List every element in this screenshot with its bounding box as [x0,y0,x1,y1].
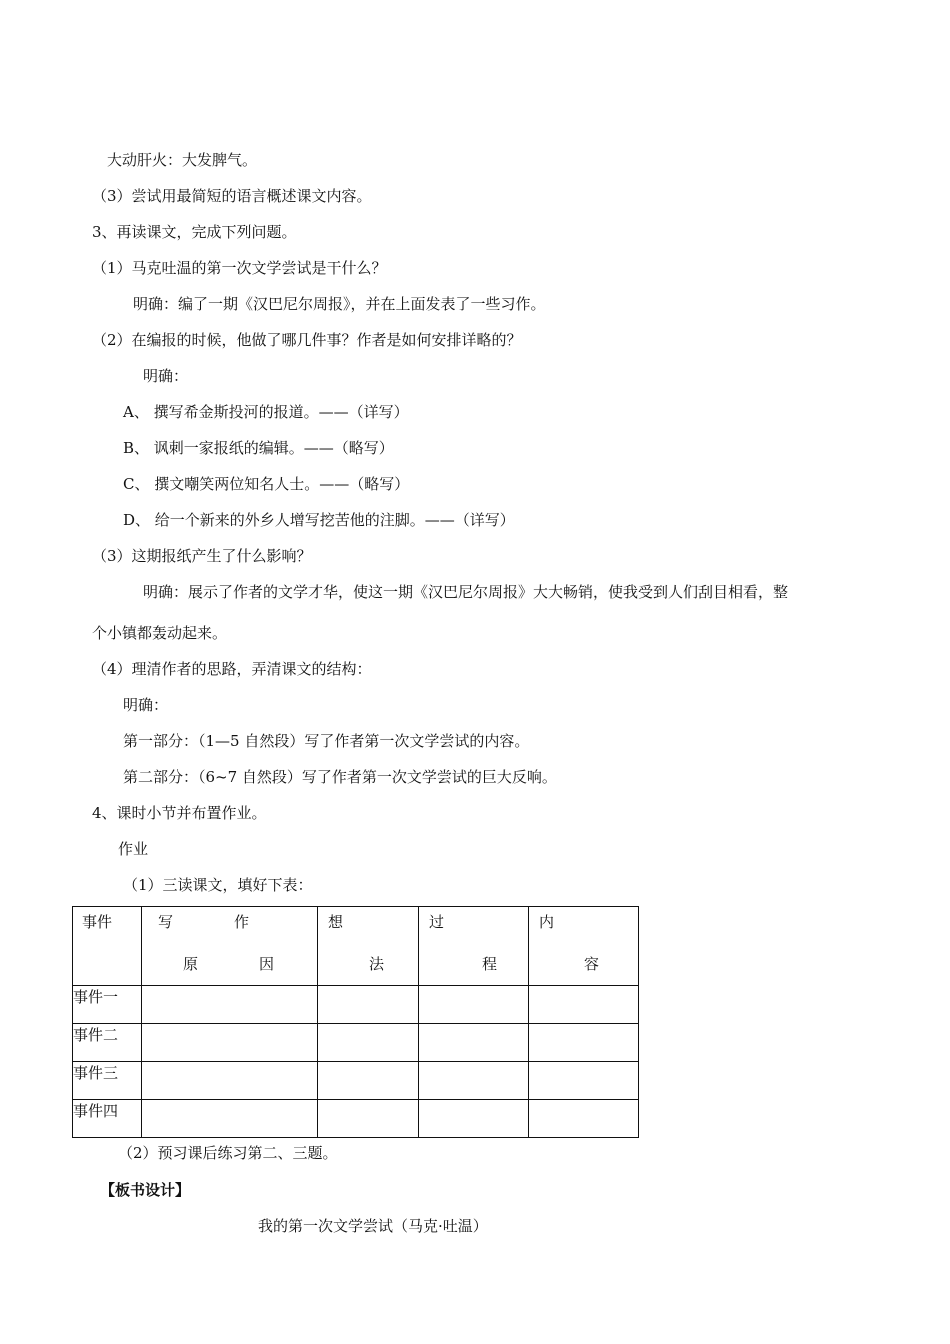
table-cell [529,1062,639,1100]
text-line: 个小镇都轰动起来。 [92,624,228,642]
text-line: （3）尝试用最简短的语言概述课文内容。 [92,187,372,205]
header-text: 因 [259,955,275,973]
table-header-cell [419,907,529,986]
table-cell [419,1062,529,1100]
text-line: 作业 [118,840,149,858]
table-cell [142,1100,318,1138]
table-cell [318,1062,419,1100]
header-text: 法 [369,955,385,973]
table-cell [529,1100,639,1138]
table-cell [419,1100,529,1138]
table-cell [419,1024,529,1062]
text-line: 第一部分：（1—5 自然段）写了作者第一次文学尝试的内容。 [123,732,530,750]
table-header-row [73,907,639,986]
text-line: 明确：编了一期《汉巴尼尔周报》，并在上面发表了一些习作。 [133,295,546,313]
table-header-cell [529,907,639,986]
header-text: 原 [183,955,199,973]
text-line: 明确：展示了作者的文学才华，使这一期《汉巴尼尔周报》大大畅销，使我受到人们刮目相看，整 [143,583,789,601]
row-label: 事件四 [73,1100,142,1138]
table-cell [419,986,529,1024]
text-line: D、 给一个新来的外乡人增写挖苦他的注脚。——（详写） [123,511,515,529]
section-heading: 【板书设计】 [100,1181,191,1199]
text-line: （4）理清作者的思路，弄清课文的结构： [92,660,372,678]
text-line: （2）在编报的时候，他做了哪几件事？作者是如何安排详略的？ [92,331,522,349]
text-line: C、 撰文嘲笑两位知名人士。——（略写） [123,475,410,493]
table-header-cell [73,907,142,986]
assignment-table [72,906,639,1138]
text-line: （1）三读课文，填好下表： [123,876,313,894]
text-line: 明确： [143,367,189,385]
table-row [73,986,639,1024]
text-line: （1）马克吐温的第一次文学尝试是干什么？ [92,259,387,277]
text-line: 3、再读课文，完成下列问题。 [92,223,297,241]
text-line: B、 讽刺一家报纸的编辑。——（略写） [123,439,394,457]
table-cell [529,986,639,1024]
text-line: 第二部分：（6~7 自然段）写了作者第一次文学尝试的巨大反响。 [123,768,557,786]
header-text: 内 [539,913,555,931]
table-cell [318,1024,419,1062]
table-header-cell [142,907,318,986]
table-row [73,1062,639,1100]
text-line: A、 撰写希金斯投河的报道。——（详写） [123,403,409,421]
header-text: 事件 [82,913,113,931]
row-label: 事件三 [73,1062,142,1100]
table-cell [529,1024,639,1062]
text-line: （2）预习课后练习第二、三题。 [118,1144,338,1162]
text-line: 明确： [123,696,169,714]
header-text: 写 [158,913,174,931]
table-cell [318,1100,419,1138]
header-text: 容 [584,955,600,973]
table-cell [318,986,419,1024]
table-cell [142,1024,318,1062]
header-text: 过 [429,913,445,931]
table-cell [142,986,318,1024]
header-text: 作 [234,913,250,931]
table-cell [142,1062,318,1100]
text-line: 大动肝火：大发脾气。 [107,151,258,169]
header-text: 想 [328,913,344,931]
text-line: 4、课时小节并布置作业。 [92,804,267,822]
table-row [73,1024,639,1062]
header-text: 程 [482,955,498,973]
text-line: （3）这期报纸产生了什么影响？ [92,547,312,565]
table-row [73,1100,639,1138]
row-label: 事件一 [73,986,142,1024]
table-header-cell [318,907,419,986]
row-label: 事件二 [73,1024,142,1062]
board-title: 我的第一次文学尝试（马克·吐温） [258,1217,488,1235]
